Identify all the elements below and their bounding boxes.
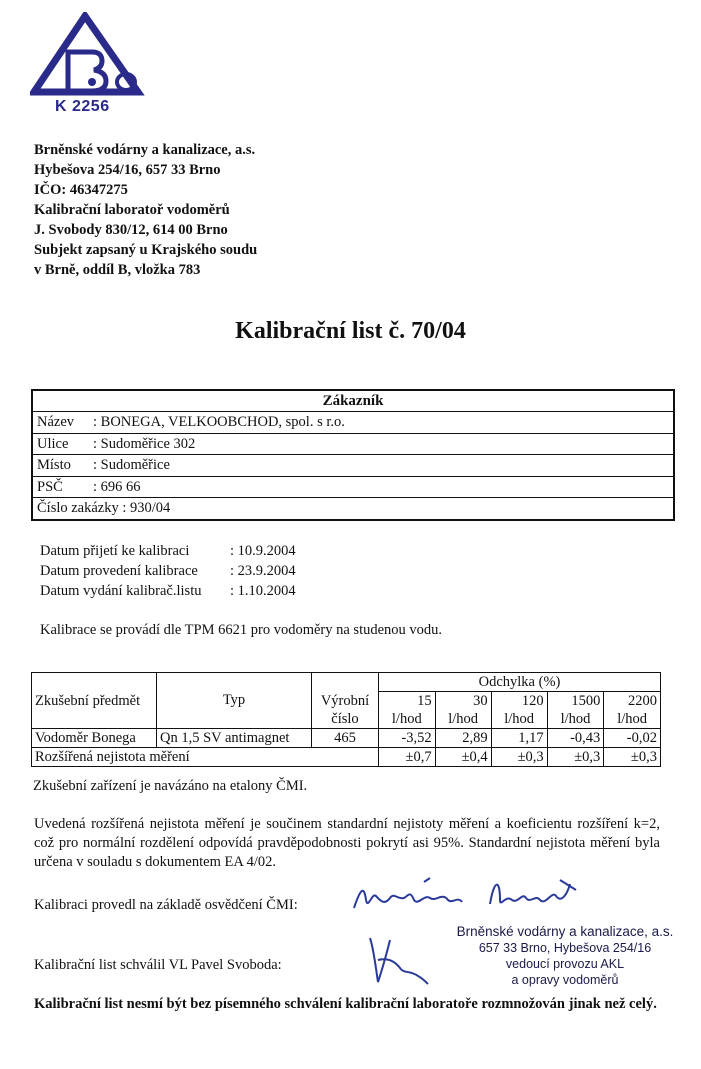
sender-address <box>34 140 257 280</box>
date-label: Datum provedení kalibrace <box>40 563 198 579</box>
date-value: : 10.9.2004 <box>230 543 296 559</box>
flow-header: 2200 <box>604 692 661 711</box>
stamp-line: 657 33 Brno, Hybešova 254/16 <box>478 941 652 955</box>
traceability-note: Zkušební zařízení je navázáno na etalony ČMI. <box>33 778 308 794</box>
uncertainty-value: ±0,3 <box>491 748 547 767</box>
customer-box <box>31 389 675 521</box>
results-table <box>31 672 661 767</box>
customer-value: : 696 66 <box>93 478 141 495</box>
col-serial-header: číslo <box>312 710 379 729</box>
flow-unit: l/hod <box>547 710 604 729</box>
signature-approver <box>360 930 430 990</box>
deviation-value: 2,89 <box>435 729 491 748</box>
sender-line: Brněnské vodárny a kanalizace, a.s. <box>34 142 256 158</box>
customer-value: : Sudoměřice 302 <box>93 435 196 452</box>
col-subject-header: Zkušební předmět <box>32 673 157 729</box>
sender-line: IČO: 46347275 <box>34 182 128 198</box>
uncertainty-value: ±0,4 <box>435 748 491 767</box>
approved-by-label: Kalibrační list schválil VL Pavel Svoboda: <box>34 957 282 973</box>
customer-label: Číslo zakázky : 930/04 <box>37 500 171 516</box>
date-row <box>40 561 296 581</box>
uncertainty-label: Rozšířená nejistota měření <box>32 748 379 767</box>
table-header-row <box>32 673 661 692</box>
sender-line: Kalibrační laboratoř vodoměrů <box>34 202 230 218</box>
customer-label: Ulice <box>37 435 69 452</box>
stamp-line: a opravy vodoměrů <box>511 973 619 987</box>
uncertainty-paragraph: Uvedená rozšířená nejistota měření je součinem standardní nejistoty měření a koeficientu rozšíření k=2, což pro normální rozdělení odpovídá pravděpodobnosti pokrytí asi 95%. Standardní nejistota měření byla určena v souladu s dokumentem EA 4/02. <box>34 816 660 870</box>
date-value: : 23.9.2004 <box>230 563 296 579</box>
customer-label: PSČ <box>37 478 63 495</box>
customer-row-town <box>33 455 673 477</box>
table-row <box>32 748 661 767</box>
customer-row-name <box>33 412 673 434</box>
date-label: Datum vydání kalibrač.listu <box>40 583 202 599</box>
flow-header: 30 <box>435 692 491 711</box>
stamp-line: vedoucí provozu AKL <box>505 957 625 971</box>
flow-unit: l/hod <box>491 710 547 729</box>
stamp-line: Brněnské vodárny a kanalizace, a.s. <box>456 924 674 939</box>
customer-label: Název <box>37 414 75 430</box>
col-type-header: Typ <box>157 692 312 729</box>
customer-row-street <box>33 434 673 456</box>
deviation-value: -0,02 <box>604 729 661 748</box>
date-value: : 1.10.2004 <box>230 583 296 599</box>
date-row <box>40 541 296 561</box>
flow-unit: l/hod <box>379 710 436 729</box>
date-label: Datum přijetí ke kalibraci <box>40 543 190 559</box>
uncertainty-value: ±0,3 <box>547 748 604 767</box>
sender-line: J. Svobody 830/12, 614 00 Brno <box>34 222 228 238</box>
deviation-value: 1,17 <box>491 729 547 748</box>
document-title: Kalibrační list č. 70/04 <box>235 318 466 344</box>
customer-value: : Sudoměřice <box>93 457 170 473</box>
signature-calibrator <box>350 870 590 920</box>
uncertainty-value: ±0,7 <box>379 748 436 767</box>
uncertainty-value: ±0,3 <box>604 748 661 767</box>
flow-unit: l/hod <box>604 710 661 729</box>
final-notice: Kalibrační list nesmí být bez písemného schválení kalibrační laboratoře rozmnožován jinak než celý. <box>34 996 657 1012</box>
table-row <box>32 729 661 748</box>
customer-heading: Zákazník <box>33 391 673 412</box>
date-row <box>40 581 296 601</box>
customer-value: : BONEGA, VELKOOBCHOD, spol. s r.o. <box>93 414 345 430</box>
logo-code: K 2256 <box>55 98 110 115</box>
deviation-value: -3,52 <box>379 729 436 748</box>
flow-header: 1500 <box>547 692 604 711</box>
col-serial-header: Výrobní <box>312 692 379 711</box>
customer-row-zip <box>33 477 673 499</box>
flow-header: 15 <box>379 692 436 711</box>
row-serial: 465 <box>312 729 379 748</box>
sender-line: v Brně, oddíl B, vložka 783 <box>34 262 201 278</box>
customer-label: Místo <box>37 457 71 473</box>
flow-unit: l/hod <box>435 710 491 729</box>
row-type: Qn 1,5 SV antimagnet <box>157 729 312 748</box>
deviation-value: -0,43 <box>547 729 604 748</box>
sender-line: Subjekt zapsaný u Krajského soudu <box>34 242 258 258</box>
tpm-note: Kalibrace se provádí dle TPM 6621 pro vodoměry na studenou vodu. <box>40 622 443 638</box>
flow-header: 120 <box>491 692 547 711</box>
deviation-header: Odchylka (%) <box>379 673 661 692</box>
dates-block <box>40 541 296 601</box>
company-stamp <box>455 924 675 988</box>
row-subject: Vodoměr Bonega <box>32 729 157 748</box>
sender-line: Hybešova 254/16, 657 33 Brno <box>34 162 221 178</box>
calibrated-by-label: Kalibraci provedl na základě osvědčení ČMI: <box>34 897 298 913</box>
customer-row-order <box>33 498 673 519</box>
